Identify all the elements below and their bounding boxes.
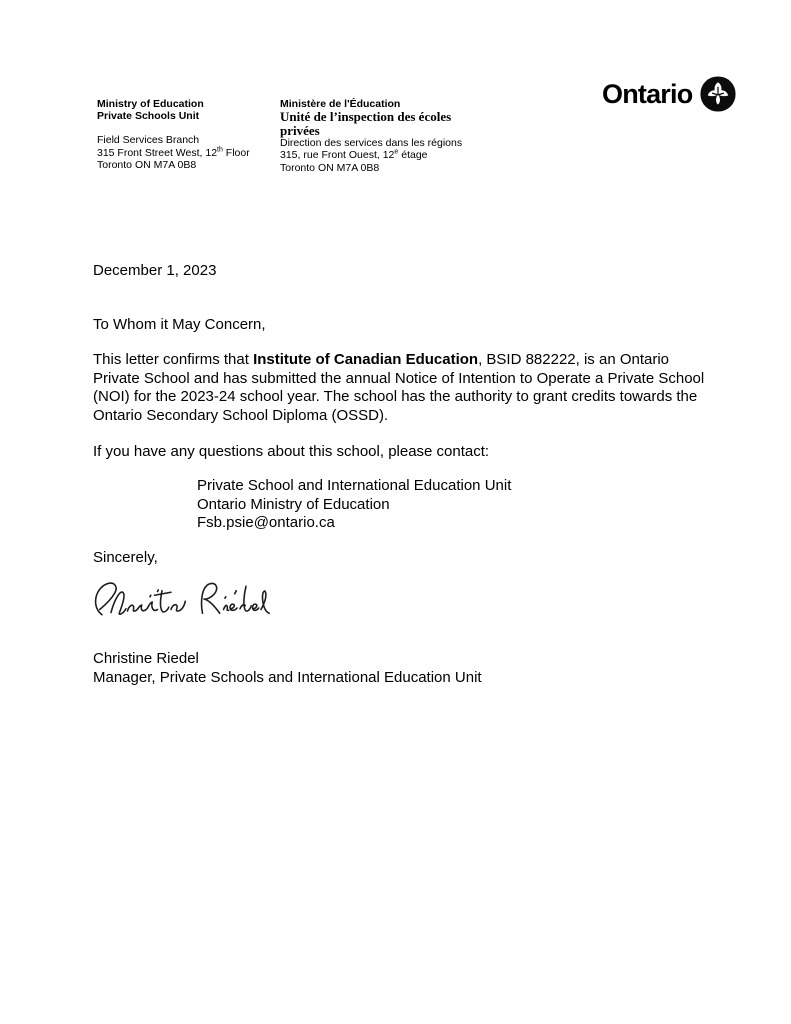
address-line-en: [97, 147, 275, 159]
unit-name-en: Private Schools Unit: [97, 110, 200, 123]
unit-name-fr: Unité de l’inspection des écoles privées: [280, 109, 452, 138]
signer-name: Christine Riedel: [93, 650, 199, 667]
contact-block: [197, 477, 511, 533]
header-english-block: [97, 98, 275, 171]
body-text-before: This letter confirms that: [93, 351, 254, 368]
branch-name-fr: Direction des services dans les régions: [280, 137, 463, 150]
questions-line: If you have any questions about this school, please contact:: [93, 443, 490, 460]
signature-image: [90, 574, 270, 630]
letter-date: December 1, 2023: [93, 262, 217, 279]
address-fr-sup: e: [394, 148, 399, 156]
city-line-en: Toronto ON M7A 0B8: [97, 158, 197, 171]
address-line-fr: [280, 149, 485, 161]
salutation: To Whom it May Concern,: [93, 316, 266, 333]
address-en-pre: 315 Front Street West, 12: [97, 146, 218, 159]
body-paragraph: [93, 351, 705, 425]
contact-ministry: Ontario Ministry of Education: [197, 495, 390, 513]
address-en-post: Floor: [222, 146, 250, 159]
ministry-name-en: Ministry of Education: [97, 98, 204, 110]
body-text-after: , BSID 882222, is an Ontario Private School and has submitted the annual Notice of Intention to Operate a Private School (NOI) for the 2023-24 school year. The school has the authority to grant credits towards the Ontario Secondary School Diploma (OSSD).: [93, 351, 705, 424]
closing-line: Sincerely,: [93, 549, 158, 566]
ministry-name-fr: Ministère de l'Éducation: [280, 98, 401, 110]
contact-unit: Private School and International Education Unit: [197, 477, 512, 494]
header-french-block: [280, 98, 485, 174]
trillium-icon: [700, 76, 736, 112]
address-fr-post: étage: [398, 149, 428, 162]
header-spacer: [97, 122, 275, 134]
address-en-sup: th: [217, 146, 223, 154]
ontario-logo: [602, 76, 736, 112]
contact-email: Fsb.psie@ontario.ca: [197, 514, 335, 532]
city-line-fr: Toronto ON M7A 0B8: [280, 161, 380, 174]
address-fr-pre: 315, rue Front Ouest, 12: [280, 149, 395, 162]
branch-name-en: Field Services Branch: [97, 134, 200, 147]
school-name: Institute of Canadian Education: [253, 351, 479, 368]
signer-title: Manager, Private Schools and International Education Unit: [93, 668, 482, 686]
ontario-wordmark: Ontario: [602, 79, 693, 109]
